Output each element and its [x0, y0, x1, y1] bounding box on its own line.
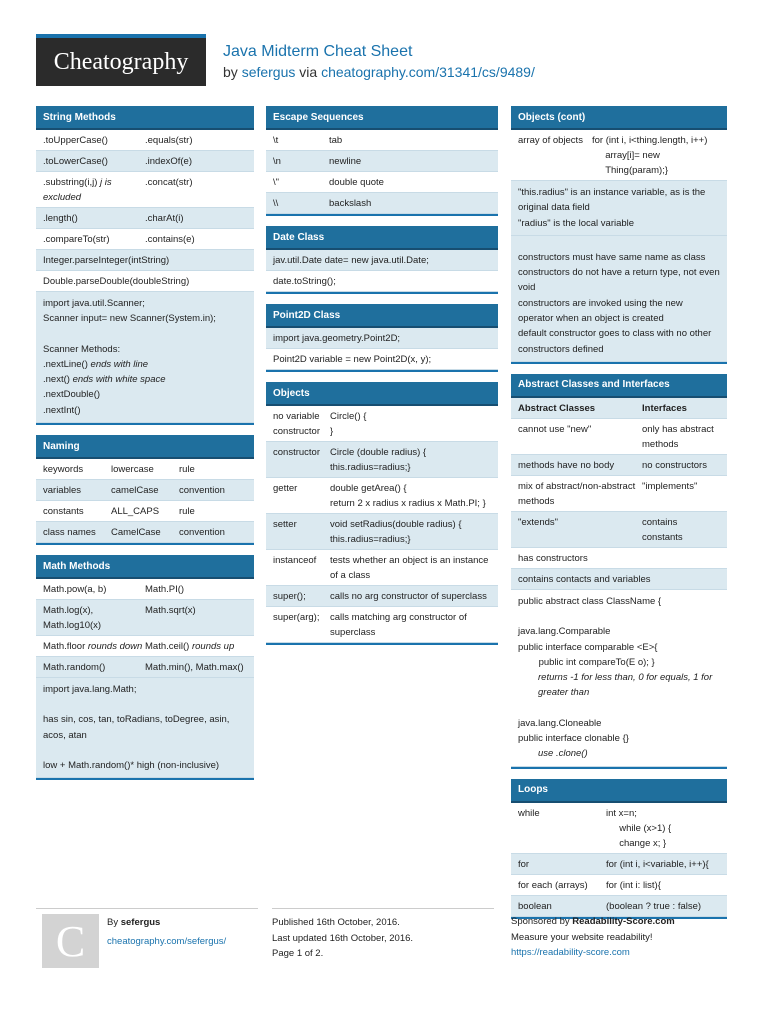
- sponsor-name[interactable]: Readability-Score.com: [572, 916, 675, 927]
- published-date: Published 16th October, 2016.: [272, 917, 400, 928]
- table-row: [266, 130, 498, 151]
- cell: date.toString();: [273, 276, 336, 287]
- table-row: [36, 130, 254, 151]
- section-title: Objects: [266, 382, 498, 406]
- cell: methods have no body: [518, 459, 615, 471]
- sponsor-text: Measure your website readability!: [511, 931, 653, 943]
- table-row: [36, 480, 254, 501]
- table-row: [266, 586, 498, 607]
- math-methods-section: [36, 555, 254, 780]
- cell: getter: [273, 483, 298, 494]
- table-row: [266, 349, 498, 370]
- table-row: [36, 208, 254, 229]
- cell: .indexOf(e): [145, 156, 192, 167]
- code-line: public interface comparable <E>{: [518, 641, 658, 653]
- cell: "implements": [642, 480, 698, 492]
- table-row: [511, 419, 727, 455]
- cell: .length(): [43, 213, 78, 224]
- cell: for (int i, i<thing.length, i++) array[i]= new Thing(param);}: [592, 135, 708, 176]
- cell: camelCase: [111, 485, 159, 497]
- method-note: ends with line: [90, 358, 149, 370]
- author-url-link[interactable]: cheatography.com/sefergus/: [107, 935, 227, 947]
- cell: Double.parseDouble(doubleString): [43, 276, 190, 287]
- cell: [43, 175, 145, 205]
- table-row: [511, 854, 727, 875]
- cell: contains contacts and variables: [518, 573, 651, 585]
- naming-section: [36, 435, 254, 545]
- table-row: [511, 512, 727, 548]
- column-header: Abstract Classes: [518, 402, 596, 414]
- cell: rule: [179, 506, 195, 518]
- cell: constants: [43, 506, 84, 518]
- note: constructors must have same name as class constructors do not have a return type, not even void constructors are invoked using the new operator when an object is created default constructor goes to class with no other constructors defined: [511, 236, 727, 362]
- cell: tests whether an object is an instance of a class: [330, 555, 492, 581]
- cell: Math.min(), Math.max(): [145, 662, 244, 674]
- cell: super(arg);: [273, 612, 320, 623]
- cell: [145, 639, 247, 654]
- method-note: ends with white space: [72, 374, 166, 386]
- cell: double quote: [329, 177, 384, 188]
- cell: setter: [273, 519, 297, 530]
- note-line: import java.util.Scanner;: [43, 298, 145, 309]
- sponsor-url-link[interactable]: https://readability-score.com: [511, 947, 630, 958]
- table-row: [266, 607, 498, 643]
- section-title: Objects (cont): [511, 106, 727, 130]
- cell: array of objects: [518, 135, 583, 146]
- cell: instanceof: [273, 555, 317, 566]
- cell: no variable constructor: [273, 411, 320, 437]
- cheatography-logo[interactable]: Cheatography: [36, 34, 206, 86]
- cell: rule: [179, 464, 195, 476]
- objects-section: [266, 382, 498, 645]
- section-title: Point2D Class: [266, 304, 498, 328]
- section-title: Naming: [36, 435, 254, 459]
- cell: calls matching arg constructor of superclass: [330, 612, 470, 638]
- code-line: java.lang.Cloneable: [518, 717, 602, 729]
- table-row: [266, 514, 498, 550]
- cell: cannot use "new": [518, 423, 592, 435]
- cell: .toLowerCase(): [43, 156, 108, 167]
- code-line: public abstract class ClassName {: [518, 595, 662, 607]
- cell-text: Math.floor: [43, 641, 86, 653]
- updated-date: Last updated 16th October, 2016.: [272, 932, 414, 944]
- cell: backslash: [329, 198, 372, 209]
- table-row: [36, 250, 254, 271]
- cell: Math.random(): [43, 662, 106, 674]
- via-label: via: [299, 64, 318, 80]
- cell: .charAt(i): [145, 213, 184, 224]
- footer-dates: [272, 908, 494, 962]
- section-title: String Methods: [36, 106, 254, 130]
- scanner-note: [36, 292, 254, 423]
- table-row: [36, 636, 254, 657]
- cell: mix of abstract/non-abstract methods: [518, 480, 636, 507]
- author-name[interactable]: sefergus: [120, 917, 161, 928]
- cell: while: [518, 807, 540, 819]
- page-number: Page 1 of 2.: [272, 948, 324, 959]
- table-row: [266, 442, 498, 478]
- table-row: [36, 522, 254, 543]
- cell: void setRadius(double radius) { this.radius=radius;}: [330, 519, 462, 545]
- cell: import java.geometry.Point2D;: [273, 333, 401, 344]
- section-title: Loops: [511, 779, 727, 803]
- code-note: returns -1 for less than, 0 for equals, 1 for greater than: [538, 672, 715, 699]
- cell-note: rounds down: [87, 641, 143, 653]
- note-line: .nextDouble(): [43, 389, 101, 401]
- loops-section: [511, 779, 727, 919]
- table-row: [266, 478, 498, 514]
- table-row: [511, 455, 727, 476]
- note-line: import java.lang.Math;: [43, 684, 137, 696]
- note-line: Scanner Methods:: [43, 343, 121, 355]
- cell: .toUpperCase(): [43, 135, 108, 146]
- author-link[interactable]: sefergus: [241, 64, 296, 80]
- sheet-url-link[interactable]: cheatography.com/31341/cs/9489/: [321, 64, 535, 80]
- cell: for: [518, 858, 530, 870]
- math-note: [36, 678, 254, 778]
- cell: no constructors: [642, 459, 707, 471]
- cell: tab: [329, 135, 343, 146]
- cell: convention: [179, 485, 225, 497]
- cell: ALL_CAPS: [111, 506, 160, 518]
- table-row: [511, 803, 727, 854]
- cell: .compareTo(str): [43, 234, 110, 245]
- table-row: [266, 328, 498, 349]
- column-header: Interfaces: [642, 402, 687, 414]
- footer-author: [36, 908, 258, 949]
- cell: constructor: [273, 447, 320, 458]
- table-row: [266, 271, 498, 292]
- table-row: [511, 548, 727, 569]
- string-methods-section: [36, 106, 254, 425]
- cell-note: j is excluded: [43, 177, 112, 203]
- table-row: [36, 271, 254, 292]
- cell: \n: [273, 156, 281, 167]
- cell: CamelCase: [111, 527, 161, 539]
- cell-note: rounds up: [191, 641, 235, 653]
- cell: Circle() { }: [330, 411, 367, 437]
- cell: Math.PI(): [145, 584, 185, 596]
- section-title: Abstract Classes and Interfaces: [511, 374, 727, 398]
- cell: \\: [273, 198, 279, 209]
- cell: Circle (double radius) { this.radius=radius;}: [330, 447, 427, 473]
- interface-code: [511, 590, 727, 767]
- table-row: [36, 151, 254, 172]
- byline: [223, 64, 535, 80]
- cell: "extends": [518, 516, 559, 528]
- note-line: .nextInt(): [43, 404, 81, 416]
- section-title: Math Methods: [36, 555, 254, 579]
- cell: Math.log(x), Math.log10(x): [43, 605, 102, 632]
- cell: only has abstract methods: [642, 423, 714, 450]
- cell: keywords: [43, 464, 84, 476]
- table-row: [266, 406, 498, 442]
- note-line: has sin, cos, tan, toRadians, toDegree, asin, acos, atan: [43, 714, 233, 741]
- sponsor-prefix: Sponsored by: [511, 916, 570, 927]
- page-title: Java Midterm Cheat Sheet: [223, 43, 413, 60]
- cell: has constructors: [518, 552, 588, 564]
- code-note: use .clone(): [538, 748, 588, 760]
- objects-cont-section: [511, 106, 727, 364]
- cell: Point2D variable = new Point2D(x, y);: [273, 354, 432, 365]
- table-row: [266, 250, 498, 271]
- table-row: [266, 193, 498, 214]
- section-title: Date Class: [266, 226, 498, 250]
- note-line: [43, 372, 247, 387]
- cell: [43, 639, 145, 654]
- by-label: by: [223, 64, 238, 80]
- cell: .concat(str): [145, 177, 193, 188]
- note-line: Scanner input= new Scanner(System.in);: [43, 313, 216, 325]
- cell-text: Math.ceil(): [145, 641, 190, 653]
- table-row: [511, 569, 727, 590]
- cell: boolean: [518, 900, 552, 912]
- cell: .equals(str): [145, 135, 193, 146]
- cell: double getArea() { return 2 x radius x radius x Math.PI; }: [330, 483, 486, 509]
- cell: super();: [273, 591, 306, 602]
- table-row: [36, 657, 254, 678]
- cell: convention: [179, 527, 225, 539]
- abstract-section: [511, 374, 727, 769]
- cell: Math.pow(a, b): [43, 584, 107, 596]
- cell: variables: [43, 485, 82, 497]
- escape-sequences-section: [266, 106, 498, 216]
- cell: \": [273, 177, 280, 188]
- cell: lowercase: [111, 464, 154, 476]
- method: .nextLine(): [43, 358, 88, 370]
- table-row: [511, 130, 727, 181]
- cell: (boolean ? true : false): [606, 900, 702, 912]
- cell-text: .substring(i,j): [43, 177, 98, 188]
- cell: int x=n; while (x>1) { change x; }: [606, 807, 672, 849]
- cell: calls no arg constructor of superclass: [330, 591, 487, 602]
- code-line: public interface clonable {}: [518, 733, 629, 745]
- date-class-section: [266, 226, 498, 294]
- cell: .contains(e): [145, 234, 195, 245]
- cell: contains constants: [642, 516, 683, 543]
- point2d-class-section: [266, 304, 498, 372]
- cell: jav.util.Date date= new java.util.Date;: [273, 255, 429, 266]
- table-row: [36, 501, 254, 522]
- footer-sponsor: [511, 908, 727, 961]
- section-title: Escape Sequences: [266, 106, 498, 130]
- table-row: [36, 579, 254, 600]
- cell: \t: [273, 135, 279, 146]
- table-row: [36, 459, 254, 480]
- cell: class names: [43, 527, 96, 539]
- table-header: [511, 398, 727, 419]
- method: .next(): [43, 374, 70, 386]
- cell: Integer.parseInteger(intString): [43, 255, 170, 266]
- cell: for each (arrays): [518, 879, 588, 891]
- code-line: public int compareTo(E o); }: [528, 656, 655, 668]
- code-line: java.lang.Comparable: [518, 626, 611, 638]
- table-row: [36, 600, 254, 636]
- by-label: By: [107, 917, 119, 928]
- note-line: [43, 357, 247, 372]
- cell: for (int i, i<variable, i++){: [606, 858, 709, 870]
- table-row: [511, 476, 727, 512]
- table-row: [36, 172, 254, 208]
- table-row: [266, 151, 498, 172]
- table-row: [266, 172, 498, 193]
- cell: Math.sqrt(x): [145, 605, 196, 617]
- note-line: low + Math.random()* high (non-inclusive): [43, 759, 220, 771]
- table-row: [266, 550, 498, 586]
- table-row: [36, 229, 254, 250]
- author-avatar[interactable]: C: [42, 914, 99, 968]
- note: "this.radius" is an instance variable, as is the original data field "radius" is the local variable: [511, 181, 727, 236]
- cell: newline: [329, 156, 362, 167]
- table-row: [511, 875, 727, 896]
- cell: for (int i: list){: [606, 879, 661, 891]
